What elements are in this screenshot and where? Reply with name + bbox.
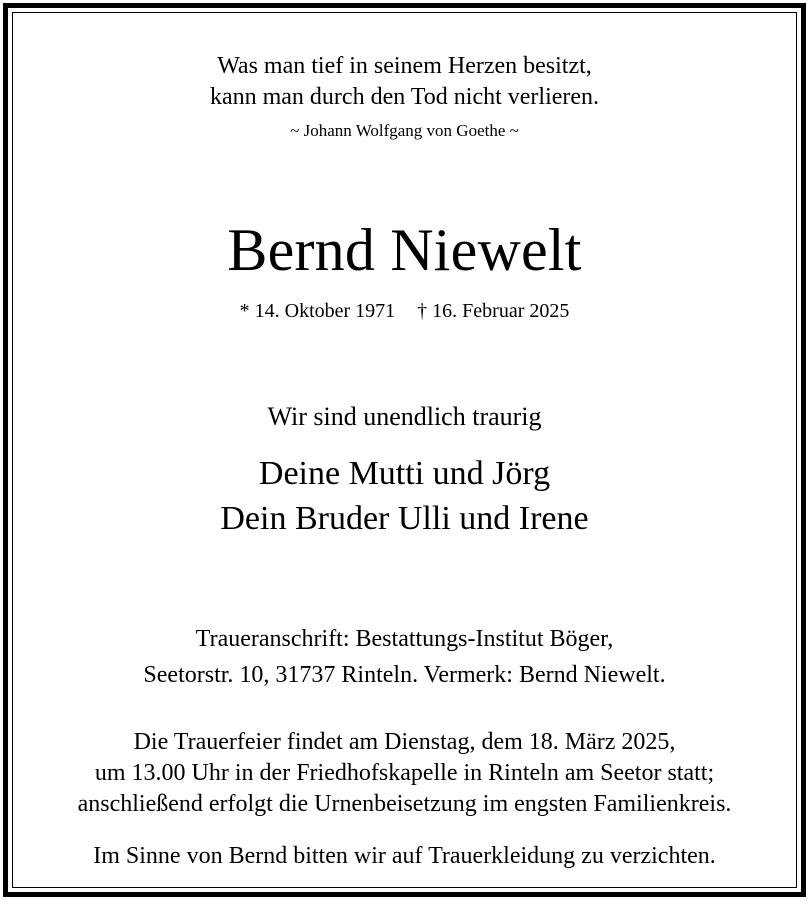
- quote-line-1: Was man tief in seinem Herzen besitzt,: [217, 53, 592, 79]
- life-dates: [0, 300, 809, 323]
- clothing-request: Im Sinne von Bernd bitten wir auf Trauerkleidung zu verzichten.: [93, 843, 716, 869]
- death-date: † 16. Februar 2025: [417, 300, 570, 322]
- inner-border: [12, 12, 797, 888]
- mourners-line-2: Dein Bruder Ulli und Irene: [220, 500, 589, 537]
- quote-author: ~ Johann Wolfgang von Goethe ~: [290, 121, 519, 140]
- mourners-line-1: Deine Mutti und Jörg: [258, 455, 551, 492]
- deceased-name: Bernd Niewelt: [227, 217, 582, 283]
- ceremony-line-2: um 13.00 Uhr in der Friedhofskapelle in Rinteln am Seetor statt;: [94, 760, 715, 786]
- ceremony-line-1: Die Trauerfeier findet am Dienstag, dem 18. März 2025,: [133, 729, 676, 755]
- ceremony-line-3: anschließend erfolgt die Urnenbeisetzung im engsten Familienkreis.: [77, 791, 732, 817]
- address-line-2: Seetorstr. 10, 31737 Rinteln. Vermerk: Bernd Niewelt.: [143, 662, 666, 688]
- quote-line-2: kann man durch den Tod nicht verlieren.: [209, 84, 600, 110]
- birth-date: * 14. Oktober 1971: [239, 300, 396, 322]
- address-line-1: Traueranschrift: Bestattungs-Institut Böger,: [195, 626, 614, 652]
- mourning-intro: Wir sind unendlich traurig: [267, 402, 542, 431]
